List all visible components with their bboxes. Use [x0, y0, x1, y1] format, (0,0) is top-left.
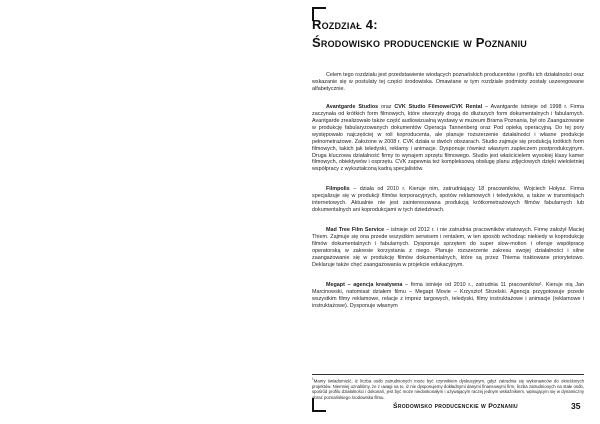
- company-name: Avantgarde Studios: [326, 103, 379, 110]
- company-name: Megapt – agencja kreatywna: [326, 281, 403, 288]
- footnote-text: Mamy świadomość, iż liczba osób zatrudnionych może być czynnikiem dyskusyjnym, gdyż zatrudnia się wykonawców do określonych projektów. Niemniej uznaliśmy, że z uwagi na to, iż nie dysponujemy dokładnymi danymi finansowymi firm, liczba zatrudnionych na stałe osób, spośród profilu działalności i dokonań, jest być może niedoskonałym i używającym raczej jednym wskaźnikiem, wpisującym się w dynamiczny obraz poznańskiego środowiska filmu.: [312, 378, 584, 400]
- running-head: Środowisko producenckie w Poznaniu: [393, 403, 518, 410]
- company-name: Filmpolis: [326, 186, 350, 193]
- company-paragraph-mad-tree: [312, 227, 584, 269]
- intro-paragraph: [312, 72, 584, 93]
- paragraph-text: – istnieje od 2012 r. i nie zatrudnia pracowników etatowych. Firmę założył Maciej Thiem. Zajmuje się ona przede wszystkim serwisem i rentalem, w ten sposób wchodząc niekiedy w koprodukcję filmów dokumentalnych i fabularnych. Dysponuje sprzętem do super slow-motion i oferuje współpracę operatorską w zakresie korzystania z niego. Planuje rozszerzenie zakresu swojej działalności i silne zaangażowanie się w produkcję filmów dokumentalnych, które są przez Thiema traktowane priorytetowo. Deklaruje także chęć zaangażowania w projekcie edukacyjnym.: [312, 227, 584, 268]
- company-paragraph-megapt: [312, 282, 584, 310]
- page-number: 35: [571, 401, 581, 411]
- company-name: Mad Tree Film Service: [326, 227, 385, 234]
- footnote: [312, 377, 584, 400]
- footnote-divider: [312, 374, 584, 375]
- chapter-body: [312, 72, 584, 314]
- company-connector: oraz: [378, 103, 395, 110]
- paragraph-text: – firma istnieje od 2010 r., zatrudnia 11 pracowników¹. Kieruje nią Jan Marcinowski, natomiast działem filmu – Megapt Movie – Krzysztof Strzelski. Agencja przygotowuje przede wszystkim filmy reklamowe, relacje z imprez targowych, teledyski, filmy instruktażowe i animacje (reklamowe i instruktażowe). Dysponuje własnym: [312, 281, 584, 309]
- paragraph-text: Celem tego rozdziału jest przedstawienie wiodących poznańskich producentów i profilu ich działalności oraz wskazanie się w postulaty tej części środowiska. Omawiane w tym rozdziale podmioty zostały uszeregowane alfabetycznie.: [312, 72, 584, 92]
- company-paragraph-filmpolis: [312, 186, 584, 214]
- chapter-subtitle: Środowisko producenckie w Poznaniu: [312, 35, 527, 50]
- chapter-number: Rozdział 4:: [312, 17, 378, 32]
- paragraph-text: – działa od 2010 r. Kieruje nim, zatrudniający 18 pracowników, Wojciech Hołysz. Firma specjalizuje się w produkcji filmów korporacyjnych, spotów reklamowych i teledysków, a także w transmisjach internetowych. Aktualnie nie jest zainteresowana produkcją krótkometrażowych filmów fabularnych lub dokumentalnych ani koprodukcjami w tych dziedzinach.: [312, 186, 584, 214]
- company-paragraph-avantgarde-cvk: [312, 104, 584, 174]
- paragraph-text: – Avantgarde istnieje od 1998 r. Firma zaczynała od krótkich form filmowych, które stworzyły drogą do dłuższych form dokumentalnych i fabularnych. Avantgarde zrealizowało także część audiowizualną wystawy w muzeum Brama Poznania, był oto Zaangażowane w produkcję fabularyzowanych dokumentów Operacja Tannenberg oraz Pod opieką operacyjną. Do tej pory występowało najczęściej w roli koproducenta, ale planuje rozszerzenie działalności i własne produkcje pełnometrażowe. Założone w 2008 r. CVK działa w dwóch obszarach. Studio zajmuje się produkcją krótkich form filmowych, takich jak teledyski, reklamy i animacje. Dysponuje również własnym zapleczem postprodukcyjnym. Druga kluczowa działalność firmy to wynajem sprzętu filmowego. Studio jest właścicielem wysokiej klasy kamer filmowych, obiektywów i osprzętu. CVK zapewnia też kompleksową obsługę planu zdjęciowych dzięki wieloletniej współpracy z wykształconą kadrą specjalistów.: [312, 103, 585, 173]
- chapter-title: [312, 16, 584, 52]
- company-name-second: CVK Studio Filmowe/CVK Rental: [394, 103, 483, 110]
- footnote-marker: 1: [312, 377, 314, 381]
- footer-crop-mark: [312, 398, 326, 412]
